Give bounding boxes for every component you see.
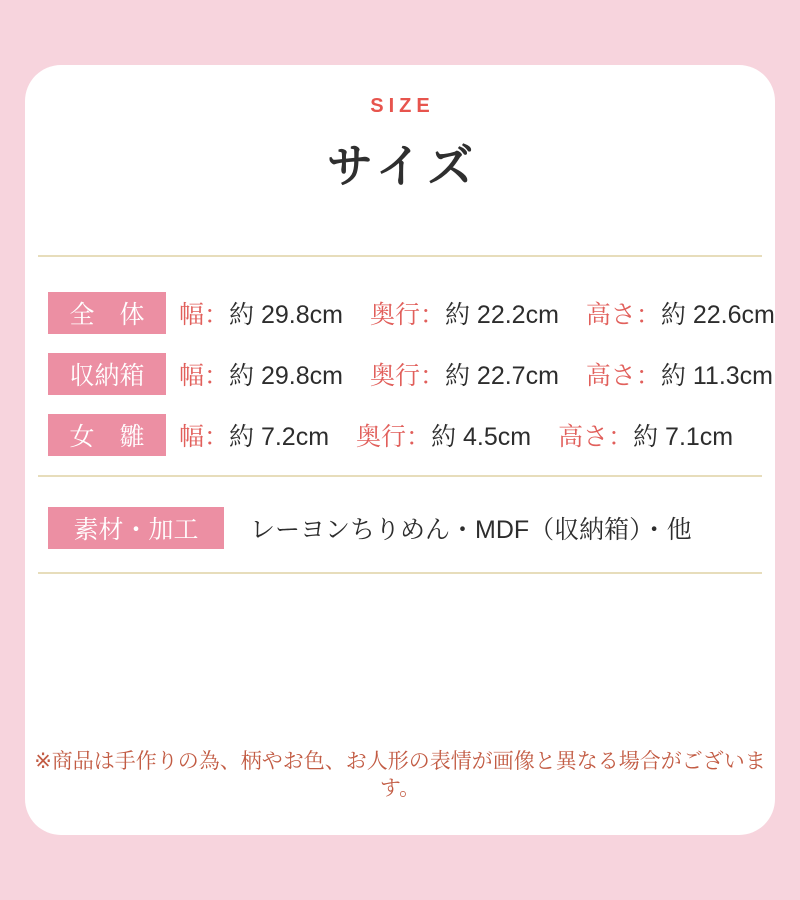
spec-height <box>586 356 773 392</box>
spec-key: 高さ： <box>558 423 634 451</box>
spec-value: 約 11.3cm <box>660 362 773 390</box>
spec-width <box>179 295 343 331</box>
size-row-shunobako <box>48 353 773 395</box>
size-row-mebina <box>48 414 752 456</box>
spec-key: 奥行： <box>356 423 432 451</box>
spec-value: 約 22.2cm <box>444 301 559 329</box>
size-eyebrow-label: SIZE <box>370 95 435 117</box>
spec-value: 約 7.2cm <box>229 423 330 451</box>
spec-value: 約 22.6cm <box>660 301 775 329</box>
divider-bottom <box>38 572 762 574</box>
spec-depth <box>370 356 559 392</box>
size-row-specs <box>179 295 775 331</box>
size-row-label: 全 体 <box>48 292 166 334</box>
spec-depth <box>370 295 559 331</box>
size-row-zentai <box>48 292 775 334</box>
spec-width <box>179 356 343 392</box>
spec-depth <box>356 417 531 453</box>
size-info-card <box>25 65 775 835</box>
spec-key: 奥行： <box>369 362 445 390</box>
spec-value: 約 22.7cm <box>444 362 559 390</box>
size-row-specs <box>179 356 773 392</box>
size-table <box>25 257 775 456</box>
handmade-disclaimer-note: ※商品は手作りの為、柄やお色、お人形の表情が画像と異なる場合がございます。 <box>34 750 766 800</box>
material-row-label: 素材・加工 <box>48 507 224 549</box>
spec-width <box>179 417 329 453</box>
spec-key: 幅： <box>179 301 230 329</box>
material-value: レーヨンちりめん・MDF（収納箱）・他 <box>250 516 692 544</box>
spec-key: 幅： <box>179 362 230 390</box>
spec-key: 高さ： <box>585 301 661 329</box>
size-row-label: 女 雛 <box>48 414 166 456</box>
spec-value: 約 7.1cm <box>633 423 734 451</box>
spec-height <box>586 295 775 331</box>
spec-value: 約 29.8cm <box>229 301 343 329</box>
material-section <box>25 477 775 549</box>
material-row <box>48 507 752 549</box>
spec-height <box>558 417 733 453</box>
spec-key: 幅： <box>179 423 230 451</box>
size-row-label: 収納箱 <box>48 353 166 395</box>
size-row-specs <box>179 417 733 453</box>
spec-value: 約 4.5cm <box>431 423 532 451</box>
spec-value: 約 29.8cm <box>229 362 343 390</box>
spec-key: 奥行： <box>369 301 445 329</box>
page-title: サイズ <box>326 140 480 192</box>
spec-key: 高さ： <box>585 362 661 390</box>
